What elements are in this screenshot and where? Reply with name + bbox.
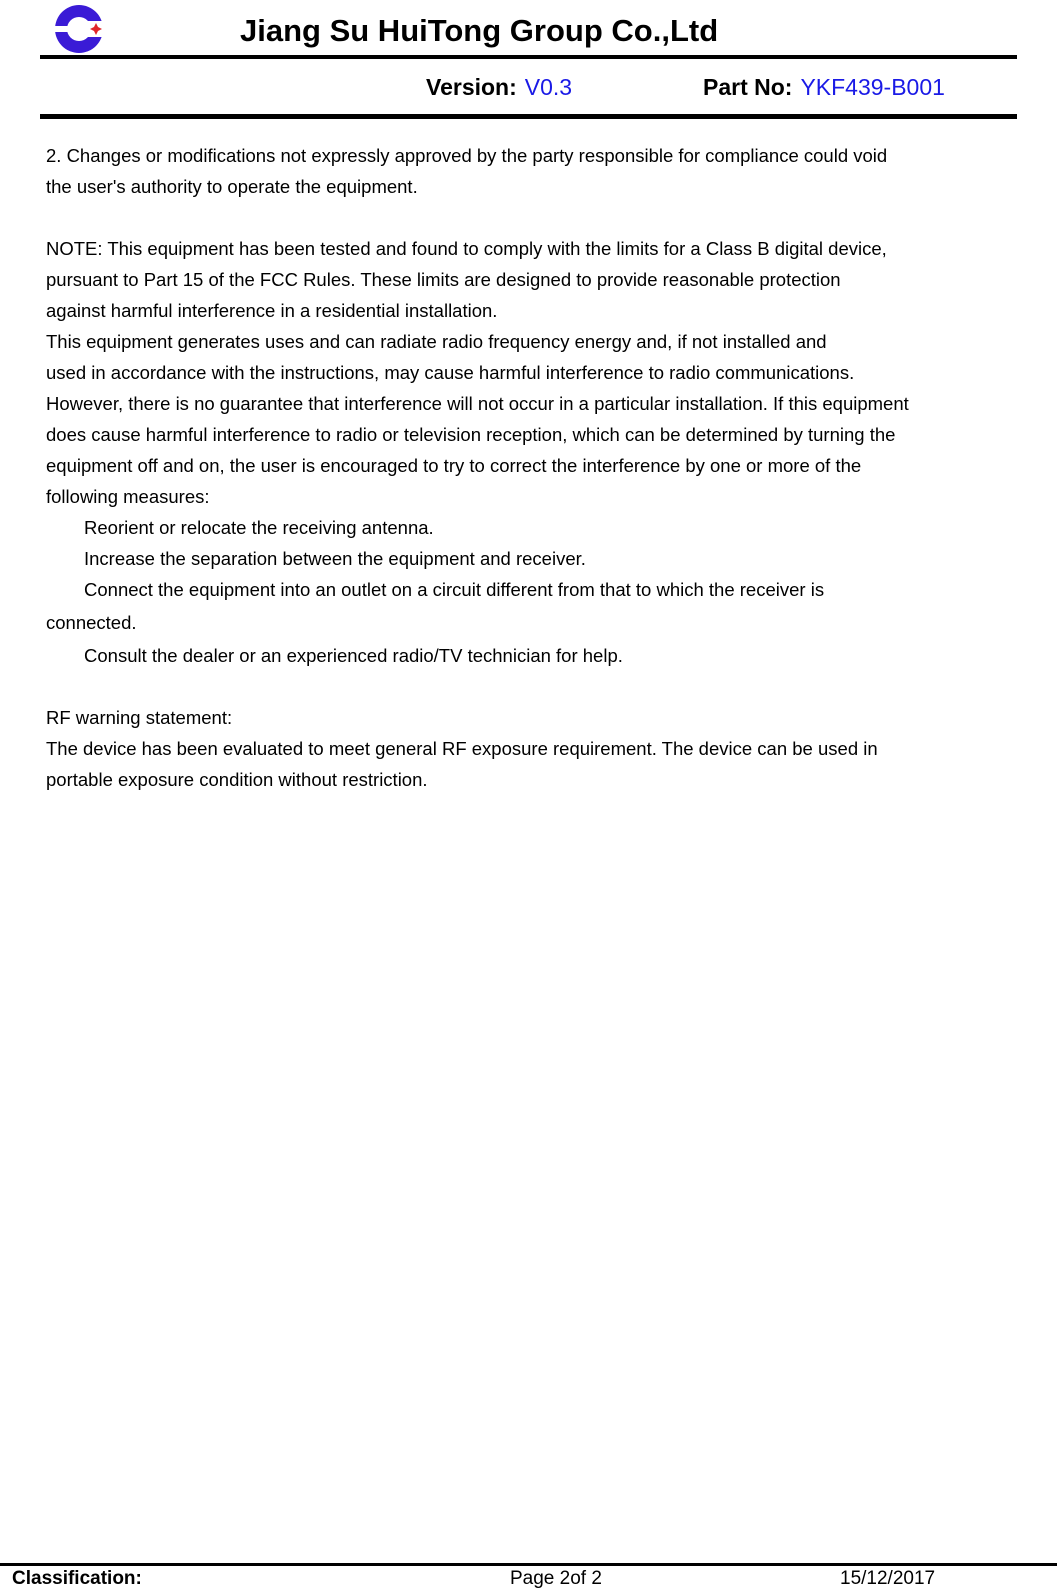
body-line: does cause harmful interference to radio or television reception, which can be determined by turning the (46, 424, 896, 445)
body-line: against harmful interference in a residential installation. (46, 300, 498, 321)
version-label: Version: (426, 74, 517, 100)
measure-item: Consult the dealer or an experienced radio/TV technician for help. (84, 645, 623, 666)
part-number-field (703, 72, 945, 102)
document-date: 15/12/2017 (840, 1568, 936, 1589)
document-body (46, 140, 1026, 795)
body-line: This equipment generates uses and can radiate radio frequency energy and, if not installed and (46, 331, 827, 352)
body-line: However, there is no guarantee that interference will not occur in a particular installation. If this equipment (46, 393, 909, 414)
measure-item: Increase the separation between the equipment and receiver. (84, 548, 586, 569)
measure-item: Reorient or relocate the receiving antenna. (84, 517, 434, 538)
header-bottom-rule (40, 114, 1017, 119)
body-line: portable exposure condition without restriction. (46, 769, 428, 790)
footer-rule (0, 1563, 1057, 1566)
part-number-label: Part No: (703, 74, 793, 100)
classification-label: Classification: (12, 1568, 142, 1589)
rf-warning-heading: RF warning statement: (46, 707, 233, 728)
version-value: V0.3 (524, 74, 573, 100)
company-name: Jiang Su HuiTong Group Co.,Ltd (240, 13, 719, 48)
body-line: the user's authority to operate the equipment. (46, 176, 418, 197)
measure-item: Connect the equipment into an outlet on a circuit different from that to which the receiver is (84, 579, 825, 600)
body-line: used in accordance with the instructions, may cause harmful interference to radio communications. (46, 362, 855, 383)
body-line: pursuant to Part 15 of the FCC Rules. These limits are designed to provide reasonable protection (46, 269, 841, 290)
part-number-value: YKF439-B001 (800, 74, 945, 100)
body-line: NOTE: This equipment has been tested and found to comply with the limits for a Class B digital device, (46, 238, 887, 259)
body-line: equipment off and on, the user is encouraged to try to correct the interference by one or more of the (46, 455, 862, 476)
measure-item-continued: connected. (46, 612, 137, 633)
header-top-rule (40, 55, 1017, 59)
body-line: following measures: (46, 486, 210, 507)
paragraph-gap (46, 671, 1026, 702)
body-line: The device has been evaluated to meet general RF exposure requirement. The device can be used in (46, 738, 878, 759)
company-logo-icon (52, 4, 106, 54)
body-line: 2. Changes or modifications not expressly approved by the party responsible for compliance could void (46, 145, 888, 166)
paragraph-gap (46, 202, 1026, 233)
page-number: Page 2of 2 (510, 1568, 602, 1589)
version-field (426, 72, 572, 102)
